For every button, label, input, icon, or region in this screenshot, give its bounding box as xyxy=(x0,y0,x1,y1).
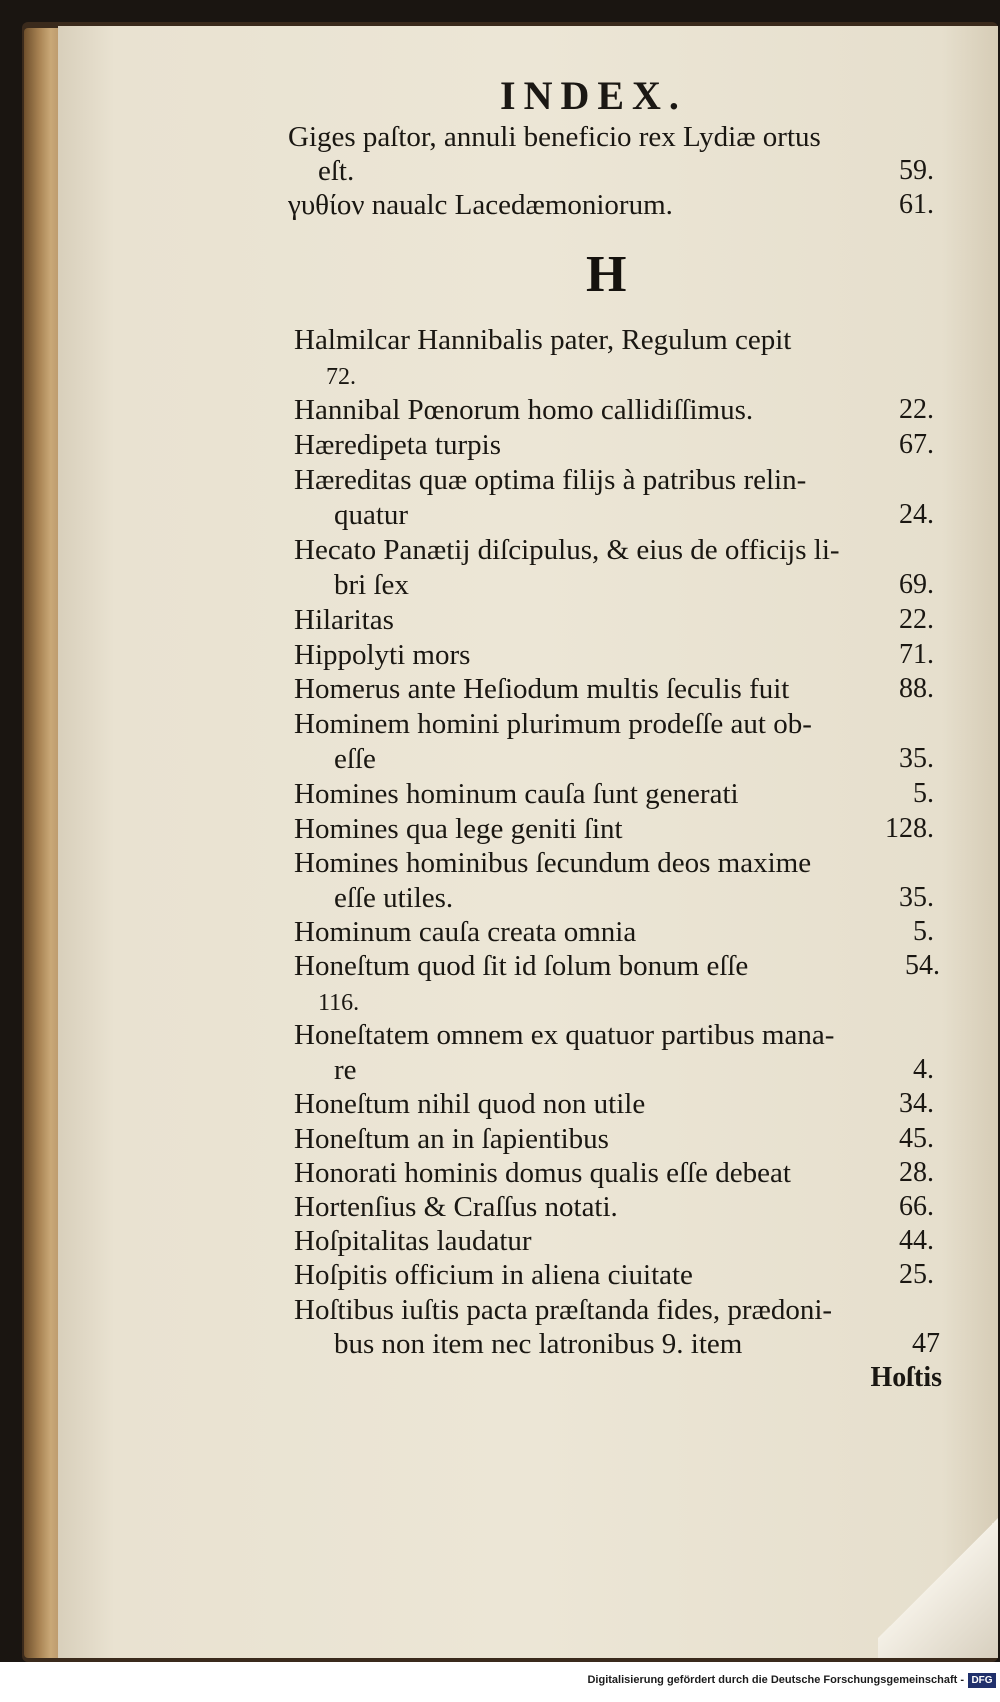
index-line: eſſe utiles. xyxy=(334,882,454,914)
index-line: Giges paſtor, annuli beneficio rex Lydiæ ortus xyxy=(288,121,821,153)
index-page-number: 22. xyxy=(899,394,934,425)
index-page-number: 59. xyxy=(899,155,934,186)
index-line: Halmilcar Hannibalis pater, Regulum cepit xyxy=(294,324,792,356)
index-line: Hilaritas xyxy=(294,604,394,636)
index-page-number: 69. xyxy=(899,569,934,600)
index-line: Homines hominum cauſa ſunt generati xyxy=(294,778,739,810)
index-line: bus non item nec latronibus 9. item xyxy=(334,1328,743,1360)
index-line: Hippolyti mors xyxy=(294,639,471,671)
index-line: Honeſtum nihil quod non utile xyxy=(294,1088,646,1120)
index-line: Hæreditas quæ optima filijs à patribus relin- xyxy=(294,464,807,496)
index-line: Homines qua lege geniti ſint xyxy=(294,813,623,845)
index-page-number: 67. xyxy=(899,429,934,460)
index-page-number: 54. xyxy=(905,950,940,981)
index-page-number: 66. xyxy=(899,1191,934,1222)
index-line: 116. xyxy=(318,990,360,1016)
index-page-number: 35. xyxy=(899,882,934,913)
index-page-number: 71. xyxy=(899,639,934,670)
index-line: eſt. xyxy=(318,155,355,187)
index-line: Hoſtibus iuſtis pacta præſtanda fides, prædoni- xyxy=(294,1294,833,1326)
index-line: re xyxy=(334,1054,357,1086)
index-page-number: 34. xyxy=(899,1088,934,1119)
index-page-number: 128. xyxy=(885,813,934,844)
index-page-number: 5. xyxy=(913,916,934,947)
index-line: Homerus ante Heſiodum multis ſeculis fuit xyxy=(294,673,790,705)
funding-credit: Digitalisierung gefördert durch die Deutsche Forschungsgemeinschaft - xyxy=(587,1674,964,1686)
catchword: Hoſtis xyxy=(870,1362,942,1393)
index-line: bri ſex xyxy=(334,569,409,601)
index-page-number: 22. xyxy=(899,604,934,635)
index-page-number: 88. xyxy=(899,673,934,704)
index-line: 72. xyxy=(326,364,356,390)
page-header: INDEX. xyxy=(500,73,687,118)
index-line: Hoſpitis officium in aliena ciuitate xyxy=(294,1259,693,1291)
index-page-number: 24. xyxy=(899,499,934,530)
section-letter: H xyxy=(586,246,627,303)
index-line: γυθίον naualc Lacedæmoniorum. xyxy=(288,189,673,221)
index-line: Honorati hominis domus qualis eſſe debeat xyxy=(294,1157,791,1189)
index-line: Hecato Panætij diſcipulus, & eius de officijs li- xyxy=(294,534,840,566)
index-page-number: 44. xyxy=(899,1225,934,1256)
index-page-number: 47 xyxy=(912,1328,940,1359)
index-page-number: 5. xyxy=(913,778,934,809)
index-line: Honeſtum quod ſit id ſolum bonum eſſe xyxy=(294,950,749,982)
index-page-number: 28. xyxy=(899,1157,934,1188)
index-line: Honeſtatem omnem ex quatuor partibus mana- xyxy=(294,1019,835,1051)
index-page-number: 45. xyxy=(899,1123,934,1154)
index-page-number: 4. xyxy=(913,1054,934,1085)
index-line: Hortenſius & Craſſus notati. xyxy=(294,1191,618,1223)
index-page-number: 61. xyxy=(899,189,934,220)
index-line: Honeſtum an in ſapientibus xyxy=(294,1123,609,1155)
index-line: Homines hominibus ſecundum deos maxime xyxy=(294,847,812,879)
index-line: Hannibal Pœnorum homo callidiſſimus. xyxy=(294,394,754,426)
index-page-number: 25. xyxy=(899,1259,934,1290)
dfg-logo: DFG xyxy=(968,1673,996,1688)
index-line: eſſe xyxy=(334,743,376,775)
digitization-footer xyxy=(0,1662,1000,1702)
index-line: Hominum cauſa creata omnia xyxy=(294,916,637,948)
index-page-number: 35. xyxy=(899,743,934,774)
index-line: Hoſpitalitas laudatur xyxy=(294,1225,532,1257)
index-line: quatur xyxy=(334,499,409,531)
index-line: Hæredipeta turpis xyxy=(294,429,501,461)
index-line: Hominem homini plurimum prodeſſe aut ob- xyxy=(294,708,812,740)
